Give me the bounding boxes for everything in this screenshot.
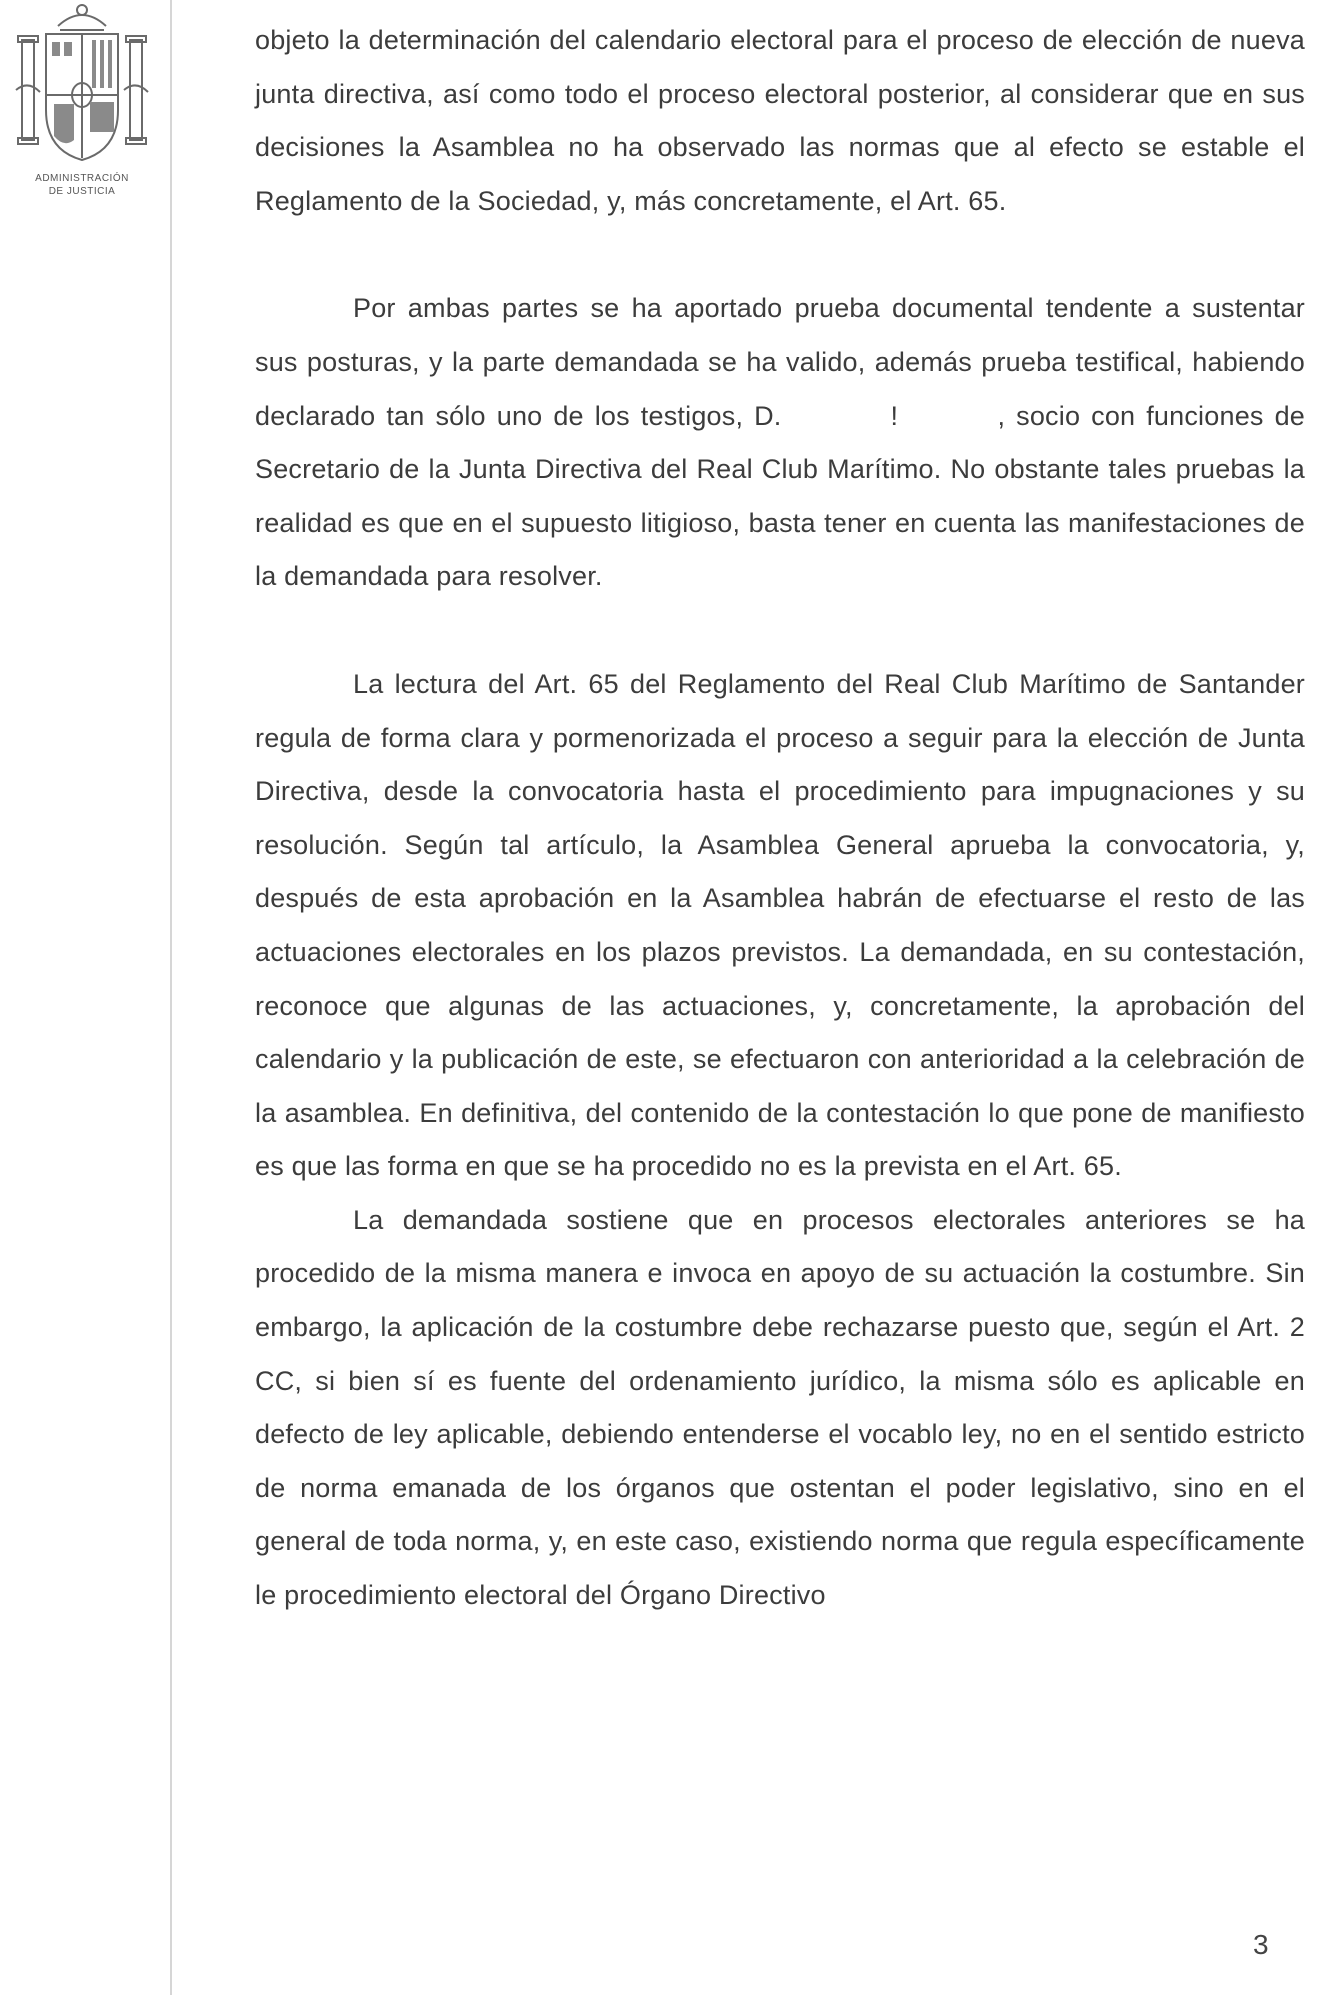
paragraph-3: La lectura del Art. 65 del Reglamento del Real Club Marítimo de Santander regula de forma clara y pormenorizada el proceso a seguir para la elección de Junta Directiva, desde la convocatoria hasta el procedimiento para impugnaciones y su resolución. Según tal artículo, la Asamblea General aprueba la convocatoria, y, después de esta aprobación en la Asamblea habrán de efectuarse el resto de las actuaciones electorales en los plazos previstos. La demandada, en su contestación, reconoce que algunas de las actuaciones, y, concretamente, la aprobación del calendario y la publicación de este, se efectuaron con anterioridad a la celebración de la asamblea. En definitiva, del contenido de la contestación lo que pone de manifiesto es que las forma en que se ha procedido no es la prevista en el Art. 65. — [255, 668, 1305, 1182]
crest-caption-line1: ADMINISTRACIÓN — [35, 173, 129, 184]
margin-rule — [170, 0, 172, 1995]
document-body — [255, 14, 1305, 1623]
paragraph-2-part1: Por ambas partes se ha aportado prueba documental tendente a sustentar sus posturas, y la parte demandada se ha valido, además prueba testifical, habiendo declarado tan sólo uno de los testigos, D. — [255, 293, 1305, 431]
paragraph-2 — [255, 282, 1305, 604]
redaction-mark: ! — [890, 400, 899, 431]
paragraph-gap — [255, 604, 1305, 658]
paragraph-2-part2: , socio con funciones de Secretario de la Junta Directiva del Real Club Marítimo. No obstante tales pruebas la realidad es que en el supuesto litigioso, basta tener en cuenta las manifestaciones de la demandada para resolver. — [255, 400, 1305, 592]
coat-of-arms — [14, 0, 150, 215]
paragraph-4: La demandada sostiene que en procesos electorales anteriores se ha procedido de la misma manera e invoca en apoyo de su actuación la costumbre. Sin embargo, la aplicación de la costumbre debe rechazarse puesto que, según el Art. 2 CC, si bien sí es fuente del ordenamiento jurídico, la misma sólo es aplicable en defecto de ley aplicable, debiendo entenderse el vocablo ley, no en el sentido estricto de norma emanada de los órganos que ostentan el poder legislativo, sino en el general de toda norma, y, en este caso, existiendo norma que regula específicamente le procedimiento electoral del Órgano Directivo — [255, 1204, 1305, 1611]
spain-coat-of-arms-icon — [14, 0, 150, 170]
redacted-name — [792, 390, 997, 444]
page-number: 3 — [1253, 1929, 1269, 1960]
crest-caption — [14, 172, 150, 198]
paragraph-1: objeto la determinación del calendario electoral para el proceso de elección de nueva junta directiva, así como todo el proceso electoral posterior, al considerar que en sus decisiones la Asamblea no ha observado las normas que al efecto se estable el Reglamento de la Sociedad, y, más concretamente, el Art. 65. — [255, 25, 1305, 216]
paragraph-gap — [255, 228, 1305, 282]
crest-caption-line2: DE JUSTICIA — [48, 186, 116, 197]
